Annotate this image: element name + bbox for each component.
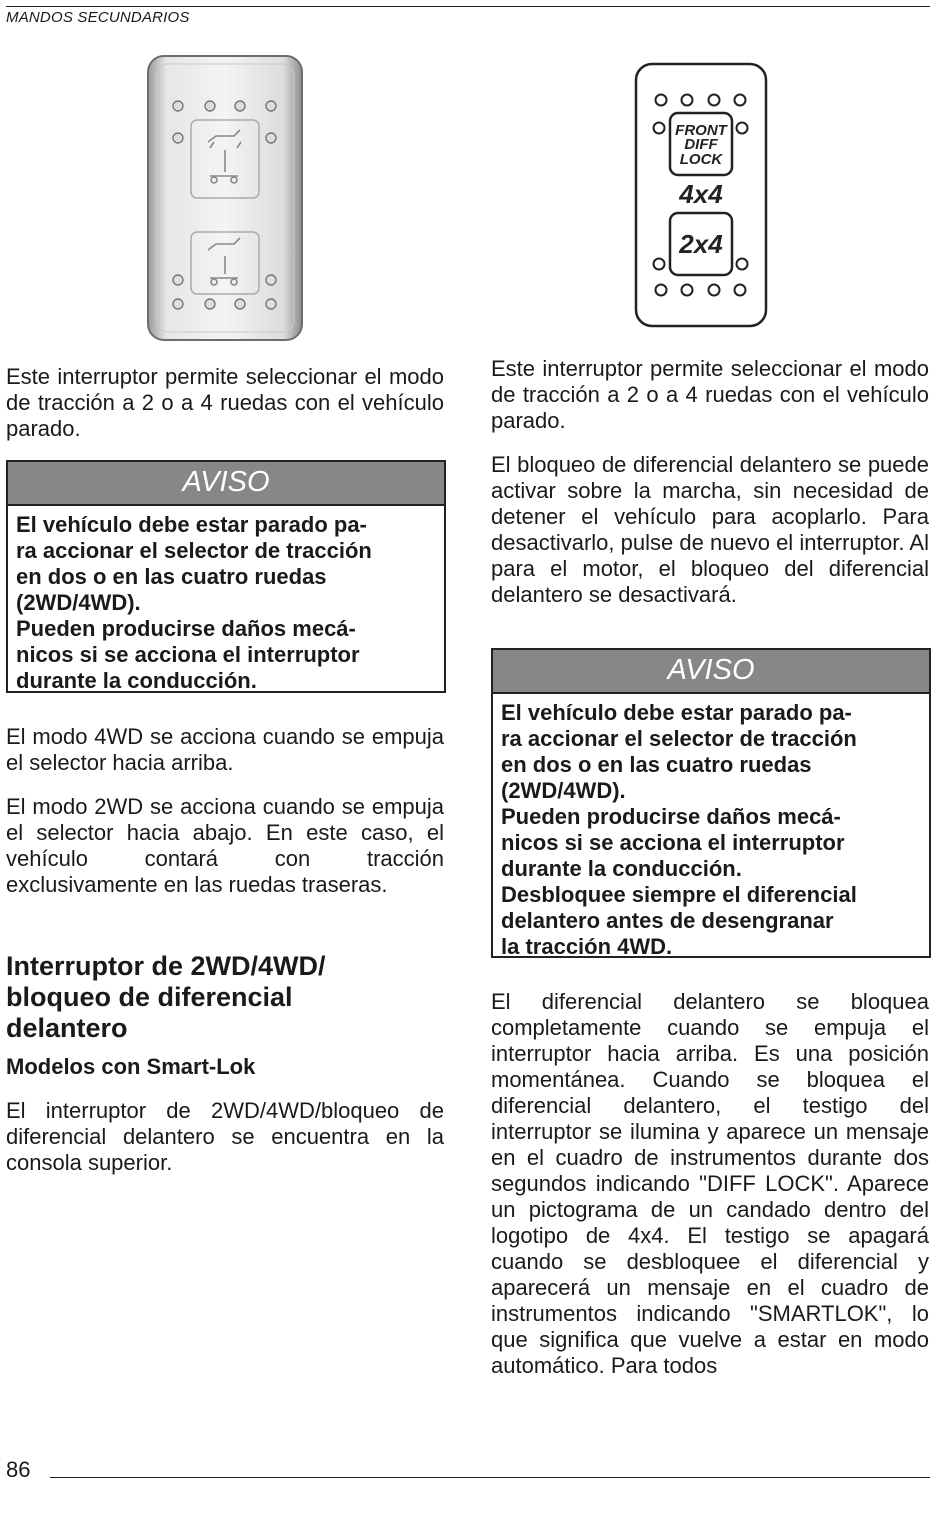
switch-front-label: FRONT	[675, 122, 727, 139]
left-warning-text: El vehículo debe estar parado pa- ra accionar el selector de tracción en dos o en las cuatro ruedas (2WD/4WD). Pueden producirse daños mecá- nicos si se acciona el interruptor durante la conducción.	[16, 512, 372, 693]
switch-lock-label: LOCK	[679, 151, 723, 168]
left-intro-paragraph: Este interruptor permite seleccionar el modo de tracción a 2 o a 4 ruedas con el vehículo parado.	[6, 364, 444, 441]
left-warning-box	[6, 460, 446, 693]
running-header: MANDOS SECUNDARIOS	[6, 9, 190, 26]
right-warning-text: El vehículo debe estar parado pa- ra accionar el selector de tracción en dos o en las cuatro ruedas (2WD/4WD). Pueden producirse daños mecá- nicos si se acciona el interruptor durante la conducción. Desbloquee siempre el diferencial delantero antes de desengranar la tracción 4WD.	[501, 700, 857, 959]
switch-diff-label: DIFF	[684, 136, 718, 153]
left-warning-title: AVISO	[8, 462, 444, 506]
section-title: Interruptor de 2WD/4WD/ bloqueo de diferencial delantero	[6, 951, 326, 1043]
right-intro-paragraph: Este interruptor permite seleccionar el modo de tracción a 2 o a 4 ruedas con el vehículo parado.	[491, 356, 929, 433]
rocker-switch-illustration	[140, 52, 310, 344]
right-diff-paragraph: El bloqueo de diferencial delantero se puede activar sobre la marcha, sin necesidad de detener el vehículo para acoplarlo. Para desactivarlo, pulse de nuevo el interruptor. Al para el motor, el bloqueo del diferencial delantero se desactivará.	[491, 452, 929, 607]
switch-2x4-label: 2x4	[679, 229, 723, 259]
footer-rule	[50, 1477, 930, 1478]
switch-4x4-label: 4x4	[679, 179, 723, 209]
left-2wd-paragraph: El modo 2WD se acciona cuando se empuja el selector hacia abajo. En este caso, el vehículo contará con tracción exclusivamente en las ruedas traseras.	[6, 794, 444, 897]
left-console-paragraph: El interruptor de 2WD/4WD/bloqueo de diferencial delantero se encuentra en la consola superior.	[6, 1098, 444, 1175]
right-warning-title: AVISO	[493, 650, 929, 694]
header-rule	[6, 6, 930, 7]
smartlok-switch-diagram	[630, 60, 772, 330]
subsection-title: Modelos con Smart-Lok	[6, 1054, 256, 1079]
right-lock-paragraph: El diferencial delantero se bloquea completamente cuando se empuja el interruptor hacia arriba. Es una posición momentánea. Cuando se bloquea el diferencial delantero, el testigo del interruptor se ilumina y aparece un mensaje en el cuadro de instrumentos durante dos segundos indicando "DIFF LOCK". Aparece un pictograma de un candado dentro del logotipo de 4x4. El testigo se apagará cuando se desbloquee el diferencial y aparecerá un mensaje en el cuadro de instrumentos indicando "SMARTLOK", lo que significa que vuelve a estar en modo automático. Para todos	[491, 989, 929, 1378]
page-number: 86	[6, 1457, 31, 1482]
left-4wd-paragraph: El modo 4WD se acciona cuando se empuja el selector hacia arriba.	[6, 724, 444, 775]
right-warning-box	[491, 648, 931, 958]
